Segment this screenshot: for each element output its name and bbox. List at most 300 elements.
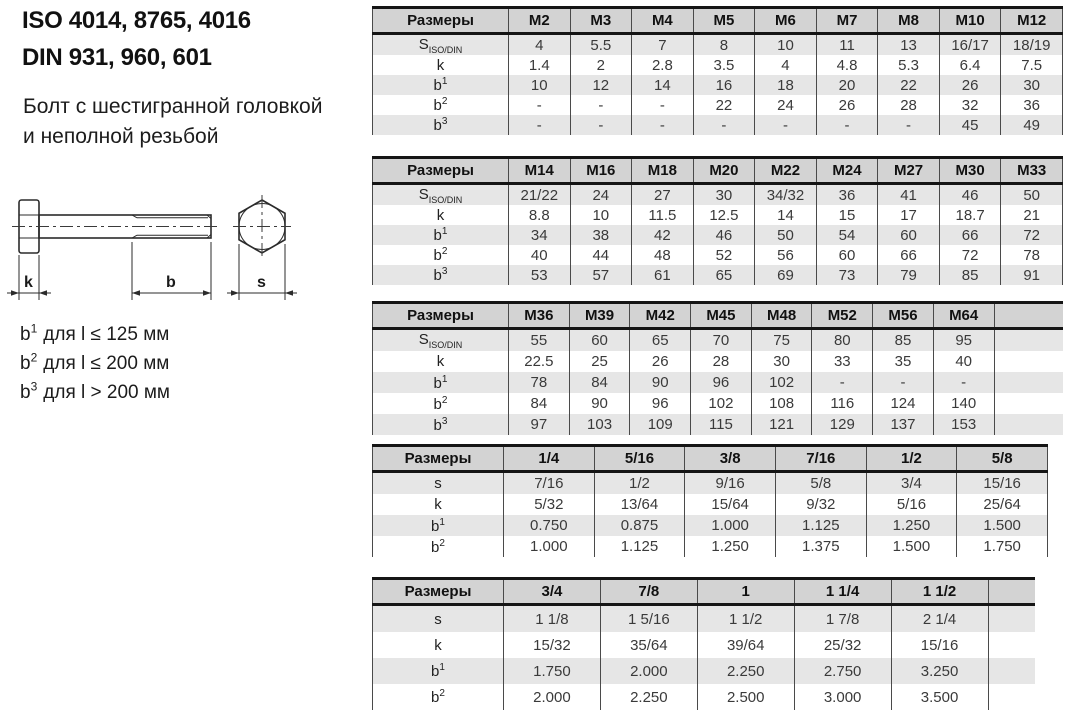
value-cell: 15/32 bbox=[504, 632, 601, 658]
corner-label: Размеры bbox=[373, 579, 504, 605]
value-cell: 1.375 bbox=[775, 536, 866, 557]
row-label: $b^1$ bbox=[373, 515, 504, 536]
value-cell: 1 5/16 bbox=[600, 605, 697, 633]
value-cell: 61 bbox=[632, 265, 694, 285]
value-cell: 35/64 bbox=[600, 632, 697, 658]
value-cell: 14 bbox=[632, 75, 694, 95]
size-column-header: 1 bbox=[697, 579, 794, 605]
table-row bbox=[373, 34, 1063, 56]
corner-label: Размеры bbox=[373, 8, 509, 34]
table-row bbox=[373, 515, 1048, 536]
value-cell: 1/2 bbox=[594, 472, 685, 495]
metric-table-m36-m64 bbox=[372, 301, 1063, 435]
value-cell: 21 bbox=[1001, 205, 1063, 225]
value-cell: 10 bbox=[570, 205, 632, 225]
row-label: $b^1$ bbox=[373, 658, 504, 684]
value-cell: 6.4 bbox=[939, 55, 1001, 75]
header-row bbox=[373, 579, 1036, 605]
value-cell: 66 bbox=[939, 225, 1001, 245]
value-cell bbox=[994, 329, 1063, 352]
value-cell: 1.500 bbox=[957, 515, 1048, 536]
size-column-header: M27 bbox=[878, 158, 940, 184]
value-cell: - bbox=[812, 372, 873, 393]
size-column-header: M8 bbox=[878, 8, 940, 34]
value-cell: 65 bbox=[630, 329, 691, 352]
value-cell: 90 bbox=[630, 372, 691, 393]
value-cell: 33 bbox=[812, 351, 873, 372]
value-cell: 5.3 bbox=[878, 55, 940, 75]
value-cell: 2.000 bbox=[600, 658, 697, 684]
size-column-header: M6 bbox=[755, 8, 817, 34]
table-row bbox=[373, 95, 1063, 115]
value-cell: 30 bbox=[693, 184, 755, 206]
value-cell: 72 bbox=[1001, 225, 1063, 245]
bolt-drawing bbox=[5, 188, 315, 323]
k-dimension-label: k bbox=[24, 274, 33, 291]
dimension-b bbox=[132, 242, 211, 300]
value-cell: 3.250 bbox=[891, 658, 988, 684]
b-dimension-label: b bbox=[166, 274, 176, 291]
value-cell: 42 bbox=[632, 225, 694, 245]
value-cell: 7 bbox=[632, 34, 694, 56]
value-cell: 129 bbox=[812, 414, 873, 435]
value-cell: 40 bbox=[933, 351, 994, 372]
row-label: $b^2$ bbox=[373, 95, 509, 115]
value-cell: 20 bbox=[816, 75, 878, 95]
row-label: s bbox=[373, 472, 504, 495]
value-cell: - bbox=[933, 372, 994, 393]
value-cell: 46 bbox=[939, 184, 1001, 206]
value-cell: 79 bbox=[878, 265, 940, 285]
value-cell: 26 bbox=[939, 75, 1001, 95]
value-cell: 36 bbox=[816, 184, 878, 206]
value-cell: 7/16 bbox=[504, 472, 595, 495]
value-cell: 15 bbox=[816, 205, 878, 225]
value-cell: 2.250 bbox=[697, 658, 794, 684]
value-cell bbox=[988, 684, 1035, 710]
size-column-header: M42 bbox=[630, 303, 691, 329]
size-column-header: 1/2 bbox=[866, 446, 957, 472]
size-column-header: M10 bbox=[939, 8, 1001, 34]
size-column-header: 5/8 bbox=[957, 446, 1048, 472]
value-cell: 30 bbox=[751, 351, 812, 372]
value-cell: 96 bbox=[630, 393, 691, 414]
value-cell: 11 bbox=[816, 34, 878, 56]
value-cell: 5/16 bbox=[866, 494, 957, 515]
value-cell: 22 bbox=[693, 95, 755, 115]
row-label: s bbox=[373, 605, 504, 633]
size-column-header: 7/16 bbox=[775, 446, 866, 472]
value-cell: 49 bbox=[1001, 115, 1063, 135]
value-cell: 124 bbox=[873, 393, 934, 414]
value-cell: 5.5 bbox=[570, 34, 632, 56]
value-cell: 35 bbox=[873, 351, 934, 372]
title-din: DIN 931, 960, 601 bbox=[22, 44, 212, 71]
size-column-header: M4 bbox=[632, 8, 694, 34]
value-cell: 75 bbox=[751, 329, 812, 352]
value-cell: 84 bbox=[569, 372, 630, 393]
value-cell: 21/22 bbox=[509, 184, 571, 206]
size-column-header: 3/4 bbox=[504, 579, 601, 605]
value-cell: 30 bbox=[1001, 75, 1063, 95]
value-cell: 50 bbox=[755, 225, 817, 245]
size-column-header: M3 bbox=[570, 8, 632, 34]
value-cell: 56 bbox=[755, 245, 817, 265]
value-cell: - bbox=[816, 115, 878, 135]
table-row bbox=[373, 329, 1064, 352]
value-cell: 38 bbox=[570, 225, 632, 245]
value-cell: 26 bbox=[816, 95, 878, 115]
value-cell: 66 bbox=[878, 245, 940, 265]
table-row bbox=[373, 536, 1048, 557]
value-cell: 15/16 bbox=[957, 472, 1048, 495]
table-row bbox=[373, 225, 1063, 245]
row-label: $b^2$ bbox=[373, 684, 504, 710]
value-cell: - bbox=[509, 95, 571, 115]
value-cell: 0.875 bbox=[594, 515, 685, 536]
value-cell: 102 bbox=[751, 372, 812, 393]
size-column-header: 1/4 bbox=[504, 446, 595, 472]
table-row bbox=[373, 55, 1063, 75]
size-column-header: M18 bbox=[632, 158, 694, 184]
value-cell: 115 bbox=[691, 414, 752, 435]
size-column-header: M36 bbox=[509, 303, 570, 329]
value-cell: 54 bbox=[816, 225, 878, 245]
table-row bbox=[373, 494, 1048, 515]
row-label: k bbox=[373, 205, 509, 225]
dimension-table bbox=[372, 156, 1063, 285]
table-row bbox=[373, 414, 1064, 435]
value-cell: 2 1/4 bbox=[891, 605, 988, 633]
value-cell bbox=[994, 372, 1063, 393]
value-cell: 3.500 bbox=[891, 684, 988, 710]
table-row bbox=[373, 351, 1064, 372]
value-cell: 3.000 bbox=[794, 684, 891, 710]
value-cell: 46 bbox=[693, 225, 755, 245]
value-cell: 48 bbox=[632, 245, 694, 265]
value-cell: 109 bbox=[630, 414, 691, 435]
value-cell: 53 bbox=[509, 265, 571, 285]
value-cell: 18.7 bbox=[939, 205, 1001, 225]
value-cell: 9/16 bbox=[685, 472, 776, 495]
page-title bbox=[22, 2, 251, 76]
value-cell: 96 bbox=[691, 372, 752, 393]
table-row bbox=[373, 75, 1063, 95]
value-cell: 16/17 bbox=[939, 34, 1001, 56]
row-label: $b^3$ bbox=[373, 265, 509, 285]
table-row bbox=[373, 658, 1036, 684]
size-column-header: M64 bbox=[933, 303, 994, 329]
value-cell: 15/16 bbox=[891, 632, 988, 658]
value-cell: 85 bbox=[873, 329, 934, 352]
value-cell: 78 bbox=[1001, 245, 1063, 265]
table-row bbox=[373, 632, 1036, 658]
size-column-header: M39 bbox=[569, 303, 630, 329]
value-cell: 40 bbox=[509, 245, 571, 265]
value-cell: 102 bbox=[691, 393, 752, 414]
size-column-header: M12 bbox=[1001, 8, 1063, 34]
value-cell: 80 bbox=[812, 329, 873, 352]
table-row bbox=[373, 393, 1064, 414]
value-cell: 55 bbox=[509, 329, 570, 352]
s-dimension-label: s bbox=[257, 274, 266, 291]
value-cell: 10 bbox=[509, 75, 571, 95]
table-row bbox=[373, 205, 1063, 225]
size-column-header: M2 bbox=[509, 8, 571, 34]
value-cell: 4.8 bbox=[816, 55, 878, 75]
value-cell: 22 bbox=[878, 75, 940, 95]
value-cell bbox=[994, 351, 1063, 372]
bolt-end-view bbox=[233, 195, 291, 258]
table-row bbox=[373, 605, 1036, 633]
value-cell: 7.5 bbox=[1001, 55, 1063, 75]
value-cell: 69 bbox=[755, 265, 817, 285]
value-cell bbox=[988, 658, 1035, 684]
value-cell: 60 bbox=[878, 225, 940, 245]
table-row bbox=[373, 372, 1064, 393]
value-cell: 25/32 bbox=[794, 632, 891, 658]
value-cell: 103 bbox=[569, 414, 630, 435]
note-b3: $b^3$ для l > 200 мм bbox=[20, 379, 170, 403]
value-cell: 3.5 bbox=[693, 55, 755, 75]
value-cell: 1.250 bbox=[685, 536, 776, 557]
value-cell: 24 bbox=[570, 184, 632, 206]
row-label: $S_{ISO/DIN}$ bbox=[373, 34, 509, 56]
row-label: $S_{ISO/DIN}$ bbox=[373, 184, 509, 206]
row-label: k bbox=[373, 351, 509, 372]
value-cell: 5/32 bbox=[504, 494, 595, 515]
value-cell: 1 1/8 bbox=[504, 605, 601, 633]
size-column-header: M24 bbox=[816, 158, 878, 184]
size-column-header: M30 bbox=[939, 158, 1001, 184]
table-row bbox=[373, 265, 1063, 285]
table-row bbox=[373, 245, 1063, 265]
value-cell: 1.000 bbox=[504, 536, 595, 557]
dimension-table bbox=[372, 577, 1035, 710]
value-cell: 1.125 bbox=[775, 515, 866, 536]
value-cell: 121 bbox=[751, 414, 812, 435]
value-cell: 2.8 bbox=[632, 55, 694, 75]
value-cell: 27 bbox=[632, 184, 694, 206]
value-cell: 108 bbox=[751, 393, 812, 414]
value-cell: 1 1/2 bbox=[697, 605, 794, 633]
row-label: $S_{ISO/DIN}$ bbox=[373, 329, 509, 352]
page-subtitle bbox=[23, 92, 322, 152]
value-cell: 4 bbox=[755, 55, 817, 75]
dimension-table bbox=[372, 301, 1063, 435]
size-column-header bbox=[988, 579, 1035, 605]
value-cell: - bbox=[878, 115, 940, 135]
value-cell: 85 bbox=[939, 265, 1001, 285]
value-cell: 137 bbox=[873, 414, 934, 435]
row-label: $b^1$ bbox=[373, 75, 509, 95]
value-cell: 5/8 bbox=[775, 472, 866, 495]
value-cell bbox=[988, 605, 1035, 633]
size-column-header: M14 bbox=[509, 158, 571, 184]
value-cell: 25/64 bbox=[957, 494, 1048, 515]
value-cell: 39/64 bbox=[697, 632, 794, 658]
value-cell: 14 bbox=[755, 205, 817, 225]
subtitle-line-2: и неполной резьбой bbox=[23, 125, 219, 148]
size-column-header: M45 bbox=[691, 303, 752, 329]
header-row bbox=[373, 8, 1063, 34]
row-label: k bbox=[373, 632, 504, 658]
header-row bbox=[373, 446, 1048, 472]
table-row bbox=[373, 184, 1063, 206]
value-cell: 16 bbox=[693, 75, 755, 95]
row-label: $b^3$ bbox=[373, 115, 509, 135]
corner-label: Размеры bbox=[373, 303, 509, 329]
value-cell: 91 bbox=[1001, 265, 1063, 285]
value-cell: 8.8 bbox=[509, 205, 571, 225]
value-cell: 10 bbox=[755, 34, 817, 56]
value-cell: 1.4 bbox=[509, 55, 571, 75]
size-column-header: 1 1/4 bbox=[794, 579, 891, 605]
value-cell: - bbox=[632, 95, 694, 115]
value-cell: 15/64 bbox=[685, 494, 776, 515]
value-cell: 45 bbox=[939, 115, 1001, 135]
value-cell: 25 bbox=[569, 351, 630, 372]
value-cell: 1.125 bbox=[594, 536, 685, 557]
value-cell: 140 bbox=[933, 393, 994, 414]
thread-length-notes bbox=[20, 320, 170, 407]
size-column-header: M20 bbox=[693, 158, 755, 184]
row-label: $b^2$ bbox=[373, 393, 509, 414]
value-cell: 3/4 bbox=[866, 472, 957, 495]
value-cell: 116 bbox=[812, 393, 873, 414]
value-cell: 57 bbox=[570, 265, 632, 285]
value-cell: - bbox=[755, 115, 817, 135]
value-cell: 26 bbox=[630, 351, 691, 372]
value-cell: 60 bbox=[569, 329, 630, 352]
size-column-header: M56 bbox=[873, 303, 934, 329]
value-cell: - bbox=[570, 95, 632, 115]
row-label: k bbox=[373, 494, 504, 515]
value-cell: 90 bbox=[569, 393, 630, 414]
size-column-header: M7 bbox=[816, 8, 878, 34]
size-column-header: M22 bbox=[755, 158, 817, 184]
row-label: k bbox=[373, 55, 509, 75]
size-column-header: 3/8 bbox=[685, 446, 776, 472]
size-column-header: M5 bbox=[693, 8, 755, 34]
subtitle-line-1: Болт с шестигранной головкой bbox=[23, 95, 323, 118]
value-cell: 2.250 bbox=[600, 684, 697, 710]
row-label: $b^1$ bbox=[373, 372, 509, 393]
table-row bbox=[373, 684, 1036, 710]
value-cell: 97 bbox=[509, 414, 570, 435]
value-cell: 1.500 bbox=[866, 536, 957, 557]
value-cell: 4 bbox=[509, 34, 571, 56]
title-iso: ISO 4014, 8765, 4016 bbox=[22, 7, 251, 34]
value-cell: 28 bbox=[691, 351, 752, 372]
value-cell: 153 bbox=[933, 414, 994, 435]
row-label: $b^2$ bbox=[373, 536, 504, 557]
value-cell: 2.000 bbox=[504, 684, 601, 710]
value-cell: - bbox=[570, 115, 632, 135]
value-cell: 17 bbox=[878, 205, 940, 225]
header-row bbox=[373, 158, 1063, 184]
size-column-header bbox=[994, 303, 1063, 329]
value-cell: 50 bbox=[1001, 184, 1063, 206]
metric-table-m14-m33 bbox=[372, 156, 1063, 285]
value-cell: 2.750 bbox=[794, 658, 891, 684]
value-cell: - bbox=[632, 115, 694, 135]
value-cell: 34/32 bbox=[755, 184, 817, 206]
value-cell: 9/32 bbox=[775, 494, 866, 515]
value-cell: 12.5 bbox=[693, 205, 755, 225]
value-cell: 70 bbox=[691, 329, 752, 352]
value-cell bbox=[994, 414, 1063, 435]
value-cell: 44 bbox=[570, 245, 632, 265]
value-cell bbox=[988, 632, 1035, 658]
corner-label: Размеры bbox=[373, 158, 509, 184]
value-cell: 34 bbox=[509, 225, 571, 245]
value-cell: 32 bbox=[939, 95, 1001, 115]
row-label: $b^2$ bbox=[373, 245, 509, 265]
value-cell: - bbox=[509, 115, 571, 135]
value-cell: - bbox=[873, 372, 934, 393]
value-cell: 1 7/8 bbox=[794, 605, 891, 633]
note-b1: $b^1$ для l ≤ 125 мм bbox=[20, 321, 170, 345]
value-cell: 95 bbox=[933, 329, 994, 352]
value-cell: 2 bbox=[570, 55, 632, 75]
value-cell: 8 bbox=[693, 34, 755, 56]
value-cell: 22.5 bbox=[509, 351, 570, 372]
size-column-header: 7/8 bbox=[600, 579, 697, 605]
inch-table-quarter-to-fiveeighth bbox=[372, 444, 1048, 557]
size-column-header: M52 bbox=[812, 303, 873, 329]
value-cell: 24 bbox=[755, 95, 817, 115]
value-cell: 1.750 bbox=[504, 658, 601, 684]
value-cell: 18/19 bbox=[1001, 34, 1063, 56]
value-cell bbox=[994, 393, 1063, 414]
value-cell: 41 bbox=[878, 184, 940, 206]
corner-label: Размеры bbox=[373, 446, 504, 472]
value-cell: 13 bbox=[878, 34, 940, 56]
value-cell: 0.750 bbox=[504, 515, 595, 536]
size-column-header: M16 bbox=[570, 158, 632, 184]
metric-table-m2-m12 bbox=[372, 6, 1063, 135]
value-cell: 84 bbox=[509, 393, 570, 414]
value-cell: 13/64 bbox=[594, 494, 685, 515]
row-label: $b^3$ bbox=[373, 414, 509, 435]
value-cell: 72 bbox=[939, 245, 1001, 265]
dimension-k bbox=[7, 255, 51, 300]
value-cell: 18 bbox=[755, 75, 817, 95]
value-cell: 52 bbox=[693, 245, 755, 265]
value-cell: 60 bbox=[816, 245, 878, 265]
size-column-header: M33 bbox=[1001, 158, 1063, 184]
table-row bbox=[373, 115, 1063, 135]
value-cell: 11.5 bbox=[632, 205, 694, 225]
value-cell: 2.500 bbox=[697, 684, 794, 710]
size-column-header: 1 1/2 bbox=[891, 579, 988, 605]
dimension-table bbox=[372, 6, 1063, 135]
bolt-side-view bbox=[12, 200, 219, 253]
value-cell: 1.000 bbox=[685, 515, 776, 536]
value-cell: 36 bbox=[1001, 95, 1063, 115]
value-cell: 65 bbox=[693, 265, 755, 285]
value-cell: 78 bbox=[509, 372, 570, 393]
row-label: $b^1$ bbox=[373, 225, 509, 245]
size-column-header: 5/16 bbox=[594, 446, 685, 472]
value-cell: - bbox=[693, 115, 755, 135]
note-b2: $b^2$ для l ≤ 200 мм bbox=[20, 350, 170, 374]
header-row bbox=[373, 303, 1064, 329]
size-column-header: M48 bbox=[751, 303, 812, 329]
value-cell: 1.750 bbox=[957, 536, 1048, 557]
value-cell: 1.250 bbox=[866, 515, 957, 536]
